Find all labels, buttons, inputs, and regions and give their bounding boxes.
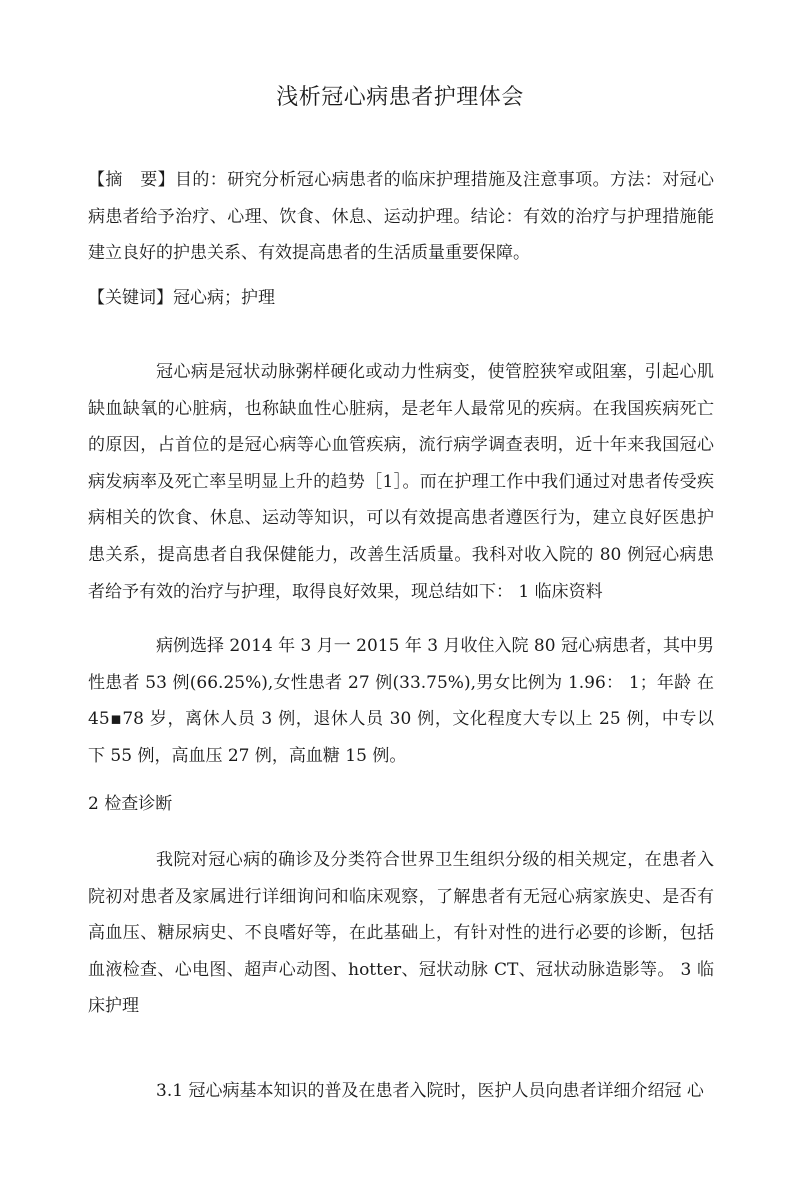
- abstract-label: 【摘 要】: [88, 170, 175, 190]
- body-paragraph-diagnosis: 我院对冠心病的确诊及分类符合世界卫生组织分级的相关规定，在患者入院初对患者及家属进行详细询问和临床观察，了解患者有无冠心病家族史、是否有高血压、糖尿病史、不良嗜好等，在此基础上，有针对性的进行必要的诊断，包括血液检查、心电图、超声心动图、hotter、冠状动脉 CT、冠状动脉造影等。 3 临床护理: [88, 850, 714, 1017]
- keywords-label: 【关键词】: [88, 288, 173, 308]
- document-title: 浅析冠心病患者护理体会: [276, 85, 524, 110]
- section-heading-diagnosis: 2 检查诊断: [88, 794, 173, 814]
- body-paragraph-intro: 冠心病是冠状动脉粥样硬化或动力性病变，使管腔狭窄或阻塞，引起心肌缺血缺氧的心脏病，也称缺血性心脏病，是老年人最常见的疾病。在我国疾病死亡的原因，占首位的是冠心病等心血管疾病，流行病学调查表明，近十年来我国冠心病发病率及死亡率呈明显上升的趋势［1］。而在护理工作中我们通过对患者传受疾病相关的饮食、休息、运动等知识，可以有效提高患者遵医行为，建立良好医患护患关系，提高患者自我保健能力，改善生活质量。我科对收入院的 80 例冠心病患者给予有效的治疗与护理，取得良好效果，现总结如下： 1 临床资料: [88, 362, 714, 602]
- body-paragraph-clinical-data: 病例选择 2014 年 3 月一 2015 年 3 月收住入院 80 冠心病患者，其中男性患者 53 例(66.25%),女性患者 27 例(33.75%),男女比例为 1.96： 1；年龄 在 45▪78 岁，离休人员 3 例，退休人员 30 例，文化程度大专以上 25 例，中专以 下 55 例，高血压 27 例，高血糖 15 例。: [88, 636, 714, 766]
- abstract-text: 目的：研究分析冠心病患者的临床护理措施及注意事项。方法：对冠心病患者给予治疗、心理、饮食、休息、运动护理。结论：有效的治疗与护理措施能建立良好的护患关系、有效提高患者的生活质量重要保障。: [88, 170, 714, 264]
- keywords-line: [88, 280, 714, 317]
- abstract-paragraph: [88, 162, 714, 272]
- body-paragraph-nursing: 3.1 冠心病基本知识的普及在患者入院时，医护人员向患者详细介绍冠 心: [156, 1081, 704, 1101]
- keywords-text: 冠心病；护理: [173, 288, 275, 308]
